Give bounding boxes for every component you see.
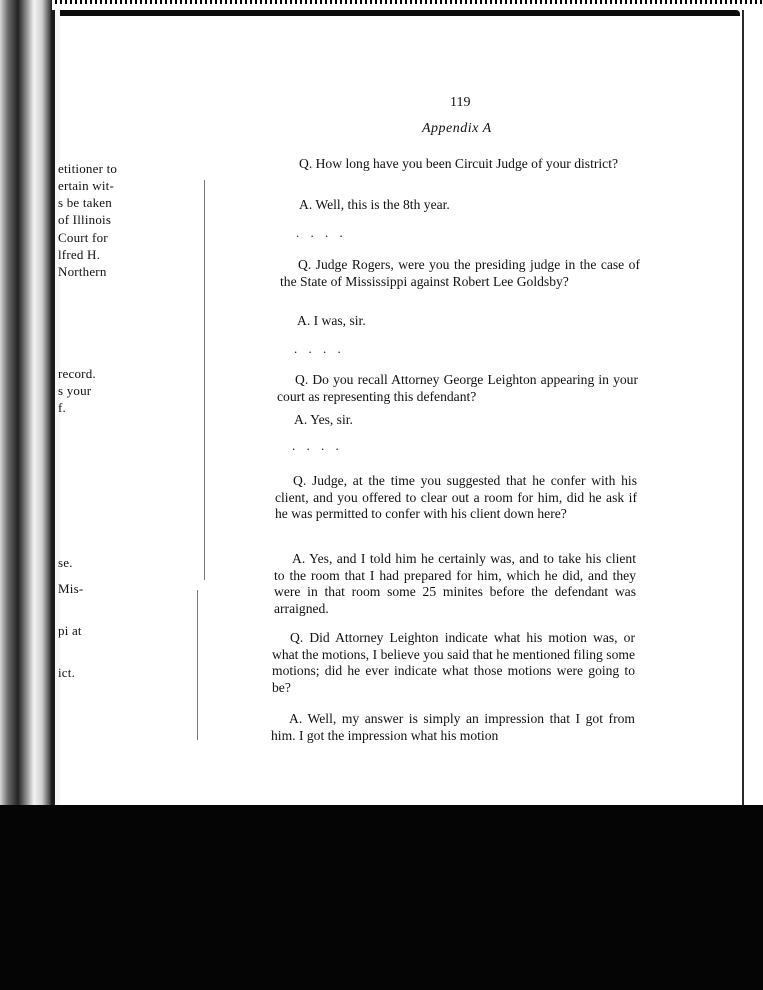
margin-rule bbox=[197, 590, 198, 740]
margin-text-line: s your bbox=[58, 383, 92, 398]
margin-text-line: of Illinois bbox=[58, 212, 112, 227]
margin-text-line: pi at bbox=[58, 623, 82, 638]
question-paragraph: Q. Judge, at the time you suggested that he confer with his client, and you offered to clear out a room for him, did he ask if he was permitted to confer with his client down here? bbox=[275, 473, 637, 521]
margin-text-line: f. bbox=[58, 400, 66, 415]
margin-text-line: Court for bbox=[58, 230, 108, 245]
ellipsis: . . . . bbox=[294, 341, 345, 356]
margin-text-line: record. bbox=[58, 366, 96, 381]
margin-text-line: ict. bbox=[58, 665, 76, 680]
ellipsis: . . . . bbox=[292, 438, 343, 453]
answer-paragraph: A. Yes, sir. bbox=[294, 412, 353, 427]
margin-text-line: Mis- bbox=[58, 581, 84, 596]
question-paragraph: Q. Did Attorney Leighton indicate what his motion was, or what the motions, I believe you said that he mentioned filing some motions; did he ever indicate what those motions were going to be? bbox=[272, 630, 635, 695]
answer-paragraph: A. I was, sir. bbox=[297, 313, 366, 328]
answer-paragraph: A. Well, this is the 8th year. bbox=[299, 197, 450, 212]
scan-bottom-shadow bbox=[0, 805, 763, 990]
scan-top-edge bbox=[0, 0, 763, 4]
question-paragraph: Q. Judge Rogers, were you the presiding judge in the case of the State of Mississippi against Robert Lee Goldsby? bbox=[280, 257, 640, 289]
margin-rule bbox=[204, 180, 205, 580]
question-paragraph: Q. How long have you been Circuit Judge of your district? bbox=[299, 156, 619, 171]
page-right-edge bbox=[742, 10, 763, 820]
ellipsis: . . . . bbox=[296, 225, 347, 240]
margin-text-line: lfred H. bbox=[58, 247, 101, 262]
margin-text-line: Northern bbox=[58, 264, 107, 279]
margin-text-line: s be taken bbox=[58, 195, 112, 210]
question-paragraph: Q. Do you recall Attorney George Leighton appearing in your court as representing this defendant? bbox=[277, 372, 638, 404]
margin-text-line: se. bbox=[58, 555, 73, 570]
page-number: 119 bbox=[450, 95, 471, 110]
running-heading: Appendix A bbox=[422, 121, 492, 136]
margin-text-line: ertain wit- bbox=[58, 178, 114, 193]
answer-paragraph: A. Well, my answer is simply an impression that I got from him. I got the impression what his motion bbox=[271, 711, 635, 743]
margin-text-line: etitioner to bbox=[58, 161, 118, 176]
answer-paragraph: A. Yes, and I told him he certainly was, and to take his client to the room that I had prepared for him, which he did, and they were in that room some 25 minites before the defendant was arraigned. bbox=[274, 551, 636, 616]
